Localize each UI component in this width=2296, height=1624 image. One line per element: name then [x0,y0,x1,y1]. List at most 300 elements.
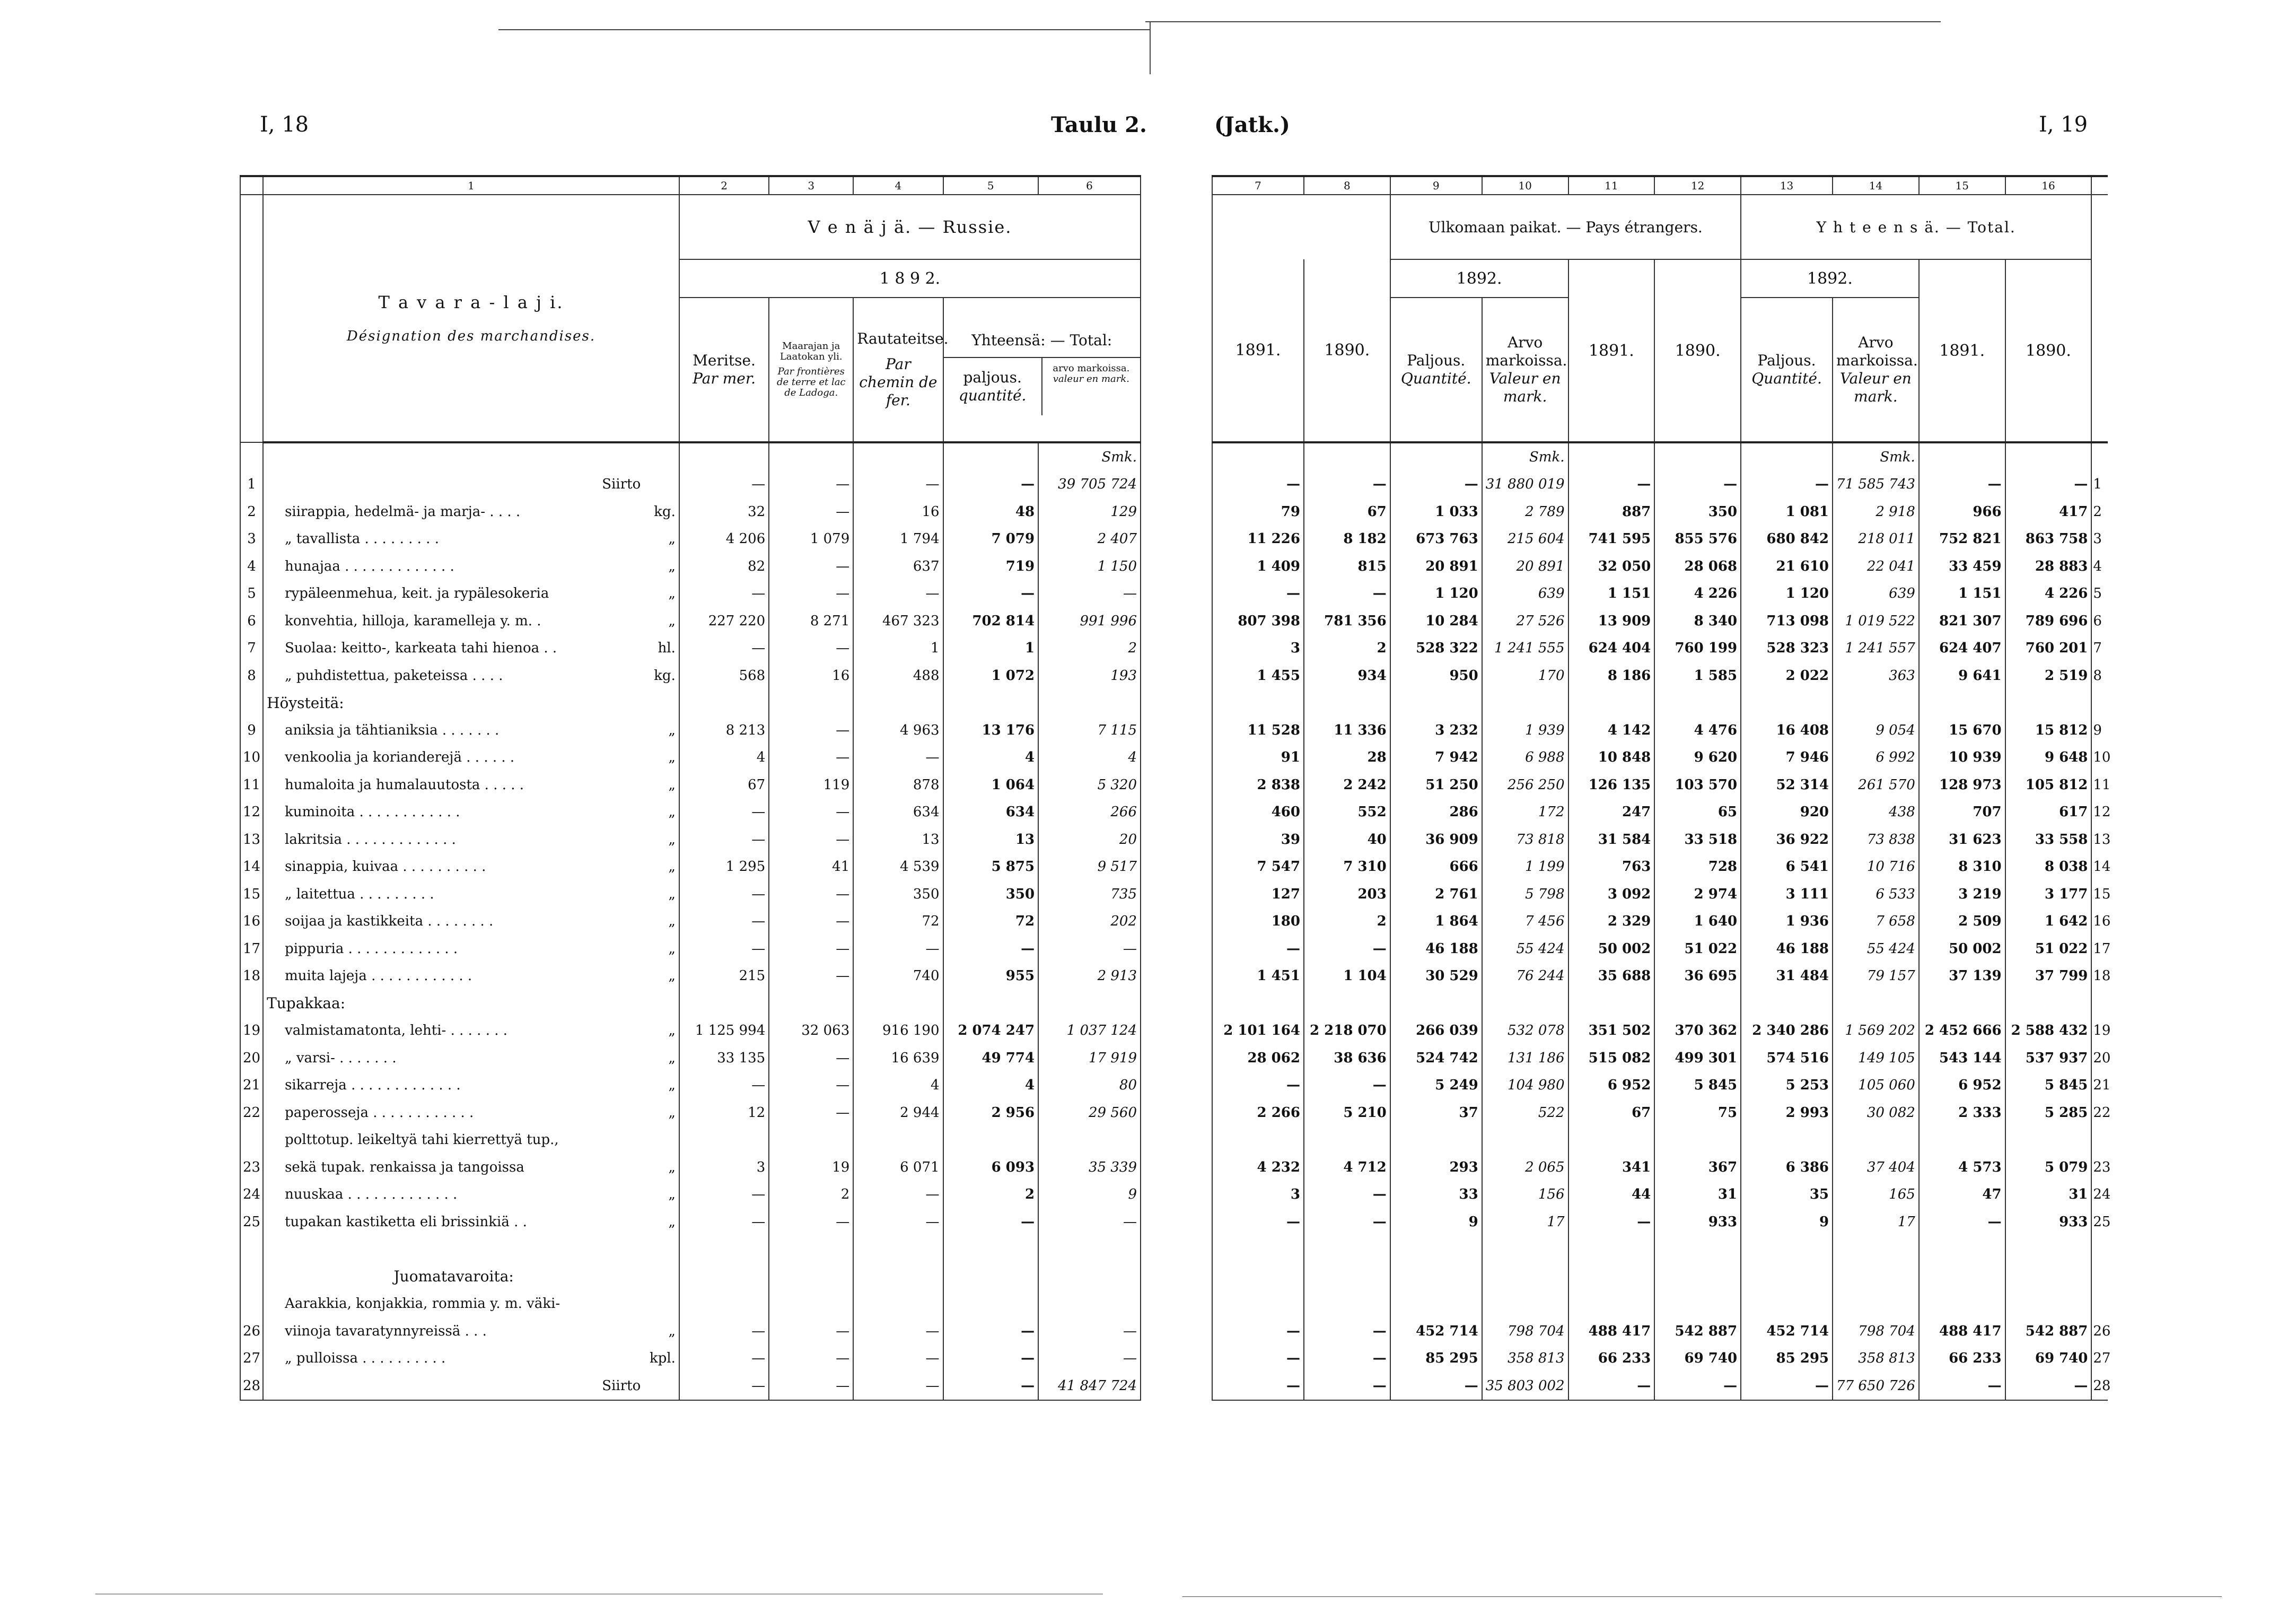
table-row [1212,635,2108,662]
quantity-cell: 2 [1304,908,1390,936]
item-unit: „ [644,1017,679,1045]
row-number [240,1127,263,1154]
quantity-cell [1304,1127,1390,1154]
description-cell [263,442,679,471]
meritse-label: Meritse. [693,352,756,369]
quantity-cell: 955 [943,963,1039,990]
quantity-cell: 79 [1212,498,1304,526]
quantity-cell [769,1127,853,1154]
paljous-label: Paljous. [1407,352,1466,369]
quantity-cell: — [1212,1372,1304,1400]
quantity-cell: 4 226 [2005,580,2092,608]
row-number: 18 [2093,968,2111,984]
quantity-cell: — [943,1208,1039,1236]
quantity-cell: — [1568,1372,1655,1400]
left-table [240,175,1141,1401]
quantity-cell: 10 939 [1919,744,2005,772]
row-number: 2 [2093,503,2102,520]
quantity-cell: 51 022 [1654,935,1741,963]
item-unit [644,990,679,1017]
item-unit [644,1236,679,1263]
quantity-cell: 21 610 [1741,553,1833,580]
quantity-cell: 537 937 [2005,1044,2092,1072]
quantity-cell: 528 323 [1741,635,1833,662]
row-number: 11 [240,771,263,799]
quantity-cell: — [1654,471,1741,499]
quantity-cell: 30 529 [1390,963,1482,990]
quantity-cell: 11 226 [1212,526,1304,553]
quantity-cell: 2 [1304,635,1390,662]
quantity-cell [1390,1236,1482,1263]
col-number: 8 [1304,176,1390,195]
quantity-cell [1212,990,1304,1017]
quantity-cell [943,1290,1039,1318]
table-row [240,744,1141,772]
quantity-cell: 82 [679,553,769,580]
quantity-cell: 950 [1390,662,1482,689]
value-marks-cell: 149 105 [1833,1044,1919,1072]
top-rule-tick [1150,21,1151,74]
value-marks-cell: 2 065 [1482,1154,1568,1181]
value-marks-cell [1038,689,1141,717]
row-number: 28 [240,1372,263,1400]
quantity-cell: 15 670 [1919,717,2005,744]
quantity-cell: 2 074 247 [943,1017,1039,1045]
quantity-cell: 8 186 [1568,662,1655,689]
row-number: 1 [240,471,263,499]
quantity-cell: 15 812 [2005,717,2092,744]
quantity-cell: — [853,744,943,772]
yhteensa-header [943,298,1141,442]
row-number: 14 [240,853,263,881]
value-marks-cell [1482,1263,1568,1290]
value-marks-cell: 5 320 [1038,771,1141,799]
quantity-cell: 37 [1390,1099,1482,1127]
quantity-cell [1919,1263,2005,1290]
value-marks-cell: — [1038,1317,1141,1345]
row-number [240,442,263,471]
row-number: 11 [2093,776,2111,793]
table-row [1212,853,2108,881]
table-row [240,689,1141,717]
quantity-cell: 542 887 [2005,1317,2092,1345]
row-number: 10 [240,744,263,772]
quantity-cell: — [679,1181,769,1209]
quantity-cell: — [769,799,853,826]
table-row [240,990,1141,1017]
quantity-cell: 367 [1654,1154,1741,1181]
arvo-label-fr: Valeur en mark. [1840,370,1912,405]
table-row [240,908,1141,936]
quantity-cell: 16 [769,662,853,689]
quantity-cell: 8 340 [1654,607,1741,635]
quantity-cell: 617 [2005,799,2092,826]
quantity-cell: — [769,1044,853,1072]
row-number: 21 [240,1072,263,1099]
item-description: siirappia, hedelmä- ja marja- . . . . [285,503,521,520]
table-row [240,1317,1141,1345]
table-row [240,826,1141,853]
quantity-cell: 713 098 [1741,607,1833,635]
value-marks-cell: 6 992 [1833,744,1919,772]
value-marks-cell: 20 [1038,826,1141,853]
table-row [240,580,1141,608]
quantity-cell: 2 509 [1919,908,2005,936]
value-marks-cell: 76 244 [1482,963,1568,990]
quantity-cell: 9 620 [1654,744,1741,772]
quantity-cell: 11 528 [1212,717,1304,744]
quantity-cell: 568 [679,662,769,689]
table-row [240,498,1141,526]
col-number: 14 [1833,176,1919,195]
row-number [2091,1263,2108,1290]
quantity-cell: 634 [943,799,1039,826]
quantity-cell: — [2005,1372,2092,1400]
quantity-cell [679,1263,769,1290]
row-number: 16 [2093,913,2111,930]
quantity-cell: 31 584 [1568,826,1655,853]
col-number: 4 [853,176,943,195]
row-number: 4 [240,553,263,580]
quantity-cell [1568,1290,1655,1318]
quantity-cell: — [1212,580,1304,608]
row-number: 27 [240,1345,263,1373]
quantity-cell: — [679,1345,769,1373]
table-row [1212,799,2108,826]
item-unit: kg. [644,498,679,526]
quantity-cell: 3 232 [1390,717,1482,744]
value-marks-cell: 6 988 [1482,744,1568,772]
value-marks-cell [1833,1263,1919,1290]
quantity-cell: 28 062 [1212,1044,1304,1072]
quantity-cell [943,1236,1039,1263]
quantity-cell: 4 142 [1568,717,1655,744]
row-number: 18 [240,963,263,990]
quantity-cell: 8 310 [1919,853,2005,881]
quantity-cell: 1 033 [1390,498,1482,526]
row-number: 5 [2093,586,2102,602]
quantity-cell: 46 188 [1741,935,1833,963]
row-number: 23 [240,1154,263,1181]
quantity-cell: 528 322 [1390,635,1482,662]
quantity-cell: 75 [1654,1099,1741,1127]
table-row [240,935,1141,963]
quantity-cell: — [1304,1208,1390,1236]
quantity-cell: — [769,1099,853,1127]
value-marks-cell: 215 604 [1482,526,1568,553]
table-row [240,1345,1141,1373]
quantity-cell: 637 [853,553,943,580]
quantity-cell [1741,1263,1833,1290]
quantity-cell: 3 [679,1154,769,1181]
quantity-cell: 934 [1304,662,1390,689]
row-number: 19 [240,1017,263,1045]
quantity-cell: 10 848 [1568,744,1655,772]
value-marks-cell: 35 803 002 [1482,1372,1568,1400]
quantity-cell: 8 182 [1304,526,1390,553]
value-marks-cell: 4 [1038,744,1141,772]
item-unit: „ [644,963,679,990]
quantity-cell: 887 [1568,498,1655,526]
quantity-cell: 16 408 [1741,717,1833,744]
value-marks-cell: 798 704 [1833,1317,1919,1345]
quantity-cell [943,689,1039,717]
row-number: 27 [2093,1350,2111,1367]
quantity-cell [1390,1127,1482,1154]
quantity-cell: 35 688 [1568,963,1655,990]
quantity-cell: 180 [1212,908,1304,936]
item-unit: „ [644,744,679,772]
quantity-cell: — [1304,580,1390,608]
quantity-cell [943,1127,1039,1154]
quantity-cell: 8 213 [679,717,769,744]
quantity-cell: 2 242 [1304,771,1390,799]
paljous-header [944,358,1042,415]
quantity-cell: — [853,935,943,963]
row-number: 24 [2093,1186,2111,1203]
quantity-cell: — [1304,1072,1390,1099]
quantity-cell [679,1290,769,1318]
foreign-1891-header: 1891. [1568,259,1655,442]
value-marks-cell: 1 241 555 [1482,635,1568,662]
table-row [1212,935,2108,963]
quantity-cell: — [1568,1208,1655,1236]
quantity-cell: 680 842 [1741,526,1833,553]
value-marks-cell [1833,1127,1919,1154]
quantity-cell [1919,689,2005,717]
quantity-cell: 31 [2005,1181,2092,1209]
table-row [240,607,1141,635]
value-marks-cell: 9 [1038,1181,1141,1209]
table-row [240,771,1141,799]
value-marks-cell [1482,1290,1568,1318]
table-row [1212,908,2108,936]
table-row [1212,1372,2108,1400]
quantity-cell: — [769,471,853,499]
quantity-cell: 32 050 [1568,553,1655,580]
row-number: 20 [2093,1050,2111,1066]
table-row [240,1099,1141,1127]
item-description: sekä tupak. renkaissa ja tangoissa [285,1159,524,1175]
value-marks-cell: 5 798 [1482,880,1568,908]
value-marks-cell: 1 037 124 [1038,1017,1141,1045]
quantity-cell: — [679,799,769,826]
row-number [240,990,263,1017]
quantity-cell: 920 [1741,799,1833,826]
quantity-cell: 1 [943,635,1039,662]
arvo-label: Arvo markoissa. [1836,334,1918,369]
col-number: 9 [1390,176,1482,195]
quantity-cell: 1 451 [1212,963,1304,990]
item-description: tupakan kastiketta eli brissinkiä . . [285,1213,527,1230]
value-marks-cell: 73 838 [1833,826,1919,853]
value-marks-cell: 165 [1833,1181,1919,1209]
quantity-cell: 36 695 [1654,963,1741,990]
table-row [240,553,1141,580]
value-marks-cell: 27 526 [1482,607,1568,635]
item-description: venkoolia ja korianderejä . . . . . . [285,749,515,766]
table-row [240,1154,1141,1181]
value-marks-cell: 17 919 [1038,1044,1141,1072]
arvo-label: Arvo markoissa. [1485,334,1567,369]
value-cell [1654,442,1741,471]
value-marks-cell: 218 011 [1833,526,1919,553]
value-marks-cell: 193 [1038,662,1141,689]
quantity-cell: 67 [1304,498,1390,526]
quantity-cell: — [1212,1317,1304,1345]
quantity-cell: 719 [943,553,1039,580]
table-row [1212,1236,2108,1263]
quantity-cell: 41 [769,853,853,881]
item-description: „ varsi- . . . . . . . [285,1050,397,1066]
table-row [1212,1099,2108,1127]
col-number: 7 [1212,176,1304,195]
quantity-cell: — [679,1072,769,1099]
table-row [240,1127,1141,1154]
row-number: 14 [2093,859,2111,875]
russia-group-header: V e n ä j ä. — Russie. [679,195,1141,259]
quantity-cell: 452 714 [1741,1317,1833,1345]
quantity-cell: 488 [853,662,943,689]
value-marks-cell: 80 [1038,1072,1141,1099]
quantity-cell: 9 [1390,1208,1482,1236]
item-description: „ pulloissa . . . . . . . . . . [285,1350,446,1367]
quantity-cell: 855 576 [1654,526,1741,553]
item-description: Höysteitä: [267,694,344,712]
value-marks-cell [1038,1263,1141,1290]
value-marks-cell [1833,990,1919,1017]
value-marks-cell: 77 650 726 [1833,1372,1919,1400]
quantity-cell: 2 329 [1568,908,1655,936]
value-marks-cell [1833,1236,1919,1263]
table-row [240,853,1141,881]
arvo-label-fr: Valeur en mark. [1489,370,1561,405]
item-description: „ puhdistettua, paketeissa . . . . [285,667,503,684]
table-row [1212,580,2108,608]
quantity-cell: — [769,717,853,744]
value-marks-cell: 522 [1482,1099,1568,1127]
item-unit: „ [644,853,679,881]
table-row [1212,553,2108,580]
table-row [1212,1345,2108,1373]
value-marks-cell: 156 [1482,1181,1568,1209]
quantity-cell [1741,689,1833,717]
y1891-header: 1891. [1212,259,1304,442]
value-cell [943,442,1039,471]
value-marks-cell: 261 570 [1833,771,1919,799]
quantity-cell: — [853,1372,943,1400]
quantity-cell: 2 993 [1741,1099,1833,1127]
quantity-cell [1919,1127,2005,1154]
quantity-cell [1390,689,1482,717]
quantity-cell: 49 774 [943,1044,1039,1072]
quantity-cell [1654,1263,1741,1290]
value-marks-cell [1482,1127,1568,1154]
quantity-cell: 1 864 [1390,908,1482,936]
meritse-header [679,298,769,442]
value-marks-cell: 131 186 [1482,1044,1568,1072]
quantity-cell: 4 [679,744,769,772]
value-cell [1390,442,1482,471]
row-number [240,1236,263,1263]
quantity-cell: 1 064 [943,771,1039,799]
quantity-cell: 72 [853,908,943,936]
left-table-title: Taulu 2. [1051,112,1147,137]
quantity-cell: 5 845 [2005,1072,2092,1099]
table-row [240,1044,1141,1072]
paljous-label: Paljous. [1757,352,1816,369]
value-marks-cell: 170 [1482,662,1568,689]
item-description: polttotup. leikeltyä tahi kierrettyä tup., [285,1132,559,1148]
row-number: 13 [240,826,263,853]
quantity-cell: 28 068 [1654,553,1741,580]
col-number: 5 [943,176,1039,195]
quantity-cell: 1 072 [943,662,1039,689]
quantity-cell: 3 092 [1568,880,1655,908]
total-arvo-header [1833,298,1919,442]
quantity-cell: 36 909 [1390,826,1482,853]
paljous-label: paljous. [963,369,1022,386]
quantity-cell: 5 875 [943,853,1039,881]
quantity-cell: 39 [1212,826,1304,853]
quantity-cell: — [769,963,853,990]
foreign-paljous-header [1390,298,1482,442]
value-marks-cell: 20 891 [1482,553,1568,580]
quantity-cell: — [1654,1372,1741,1400]
value-marks-cell [1038,1236,1141,1263]
quantity-cell: — [1304,1372,1390,1400]
quantity-cell: — [679,635,769,662]
quantity-cell: 33 [1390,1181,1482,1209]
maarajan-label-fr: Par frontières de terre et lac de Ladoga. [776,366,846,398]
row-number: 28 [2091,1372,2108,1400]
quantity-cell [1654,1236,1741,1263]
quantity-cell [769,689,853,717]
value-marks-cell: 9 054 [1833,717,1919,744]
right-table-title: (Jatk.) [1214,112,1290,137]
quantity-cell: 543 144 [1919,1044,2005,1072]
quantity-cell: 3 [1212,635,1304,662]
quantity-cell: 31 [1654,1181,1741,1209]
item-unit: „ [644,1072,679,1099]
quantity-cell: — [853,580,943,608]
table-row [240,662,1141,689]
quantity-cell [679,689,769,717]
quantity-cell: 4 539 [853,853,943,881]
quantity-cell: 807 398 [1212,607,1304,635]
quantity-cell: — [769,1372,853,1400]
value-marks-cell: 17 [1482,1208,1568,1236]
row-number: 7 [2093,640,2102,657]
value-marks-cell: 358 813 [1482,1345,1568,1373]
quantity-cell: — [943,1345,1039,1373]
quantity-cell: — [853,1208,943,1236]
row-number: 23 [2093,1159,2111,1175]
quantity-cell: — [1212,471,1304,499]
value-marks-cell [1482,990,1568,1017]
quantity-cell [1390,1290,1482,1318]
table-row [1212,689,2108,717]
value-marks-cell: 1 939 [1482,717,1568,744]
row-number: 4 [2093,558,2102,574]
quantity-cell: 666 [1390,853,1482,881]
value-cell [1919,442,2005,471]
item-description: lakritsia . . . . . . . . . . . . . [285,831,456,848]
row-number: 13 [2093,831,2111,848]
quantity-cell [769,1290,853,1318]
row-number: 6 [240,607,263,635]
table-row [1212,1127,2108,1154]
